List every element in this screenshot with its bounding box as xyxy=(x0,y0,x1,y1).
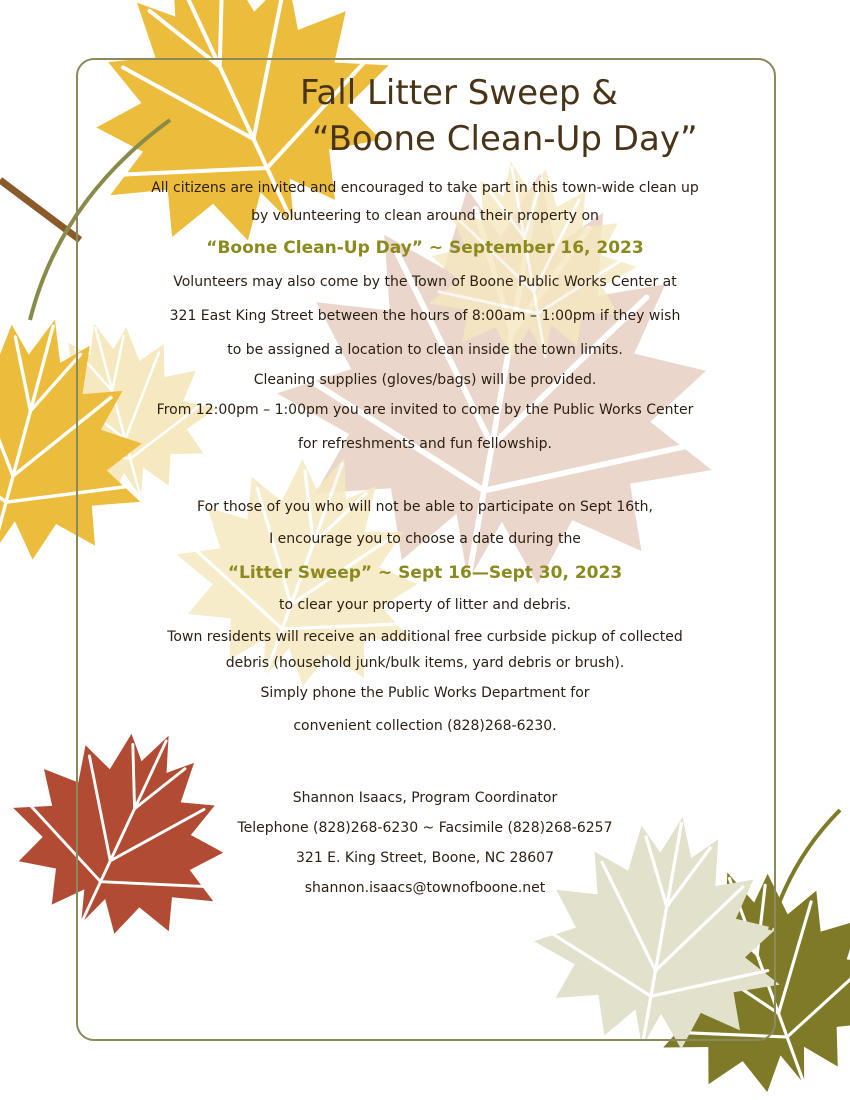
pickup-line: to clear your property of litter and debris. xyxy=(279,597,571,613)
alternative-line-1: For those of you who will not be able to participate on Sept 16th, xyxy=(197,499,653,515)
details-line: Cleaning supplies (gloves/bags) will be provided. xyxy=(253,372,597,388)
pickup-line: debris (household junk/bulk items, yard debris or brush). xyxy=(225,655,625,671)
details-line: for refreshments and fun fellowship. xyxy=(298,436,552,452)
litter-sweep-heading: “Litter Sweep” ~ Sept 16—Sept 30, 2023 xyxy=(227,563,623,583)
coordinator-email[interactable]: shannon.isaacs@townofboone.net xyxy=(304,880,546,896)
coordinator-name: Shannon Isaacs, Program Coordinator xyxy=(292,790,558,806)
intro-line-2: by volunteering to clean around their property on xyxy=(251,208,599,224)
details-line: to be assigned a location to clean inside the town limits. xyxy=(227,342,623,358)
pickup-line: convenient collection (828)268-6230. xyxy=(293,718,557,734)
coordinator-phone: Telephone (828)268-6230 ~ Facsimile (828)268-6257 xyxy=(237,820,613,836)
coordinator-address: 321 E. King Street, Boone, NC 28607 xyxy=(296,850,554,866)
details-line: 321 East King Street between the hours of 8:00am – 1:00pm if they wish xyxy=(169,308,681,324)
clean-up-day-heading: “Boone Clean-Up Day” ~ September 16, 2023 xyxy=(206,238,644,258)
page-title xyxy=(300,70,740,162)
details-line: From 12:00pm – 1:00pm you are invited to come by the Public Works Center xyxy=(156,402,694,418)
alternative-line-2: I encourage you to choose a date during the xyxy=(269,531,581,547)
flyer-body xyxy=(90,180,760,896)
pickup-line: Town residents will receive an additional free curbside pickup of collected xyxy=(167,629,683,645)
intro-line-1: All citizens are invited and encouraged to take part in this town-wide clean up xyxy=(151,180,699,196)
pickup-line: Simply phone the Public Works Department for xyxy=(260,685,590,701)
title-line-1: Fall Litter Sweep & xyxy=(300,73,618,113)
title-line-2: “Boone Clean-Up Day” xyxy=(312,119,698,159)
details-line: Volunteers may also come by the Town of Boone Public Works Center at xyxy=(173,274,677,290)
